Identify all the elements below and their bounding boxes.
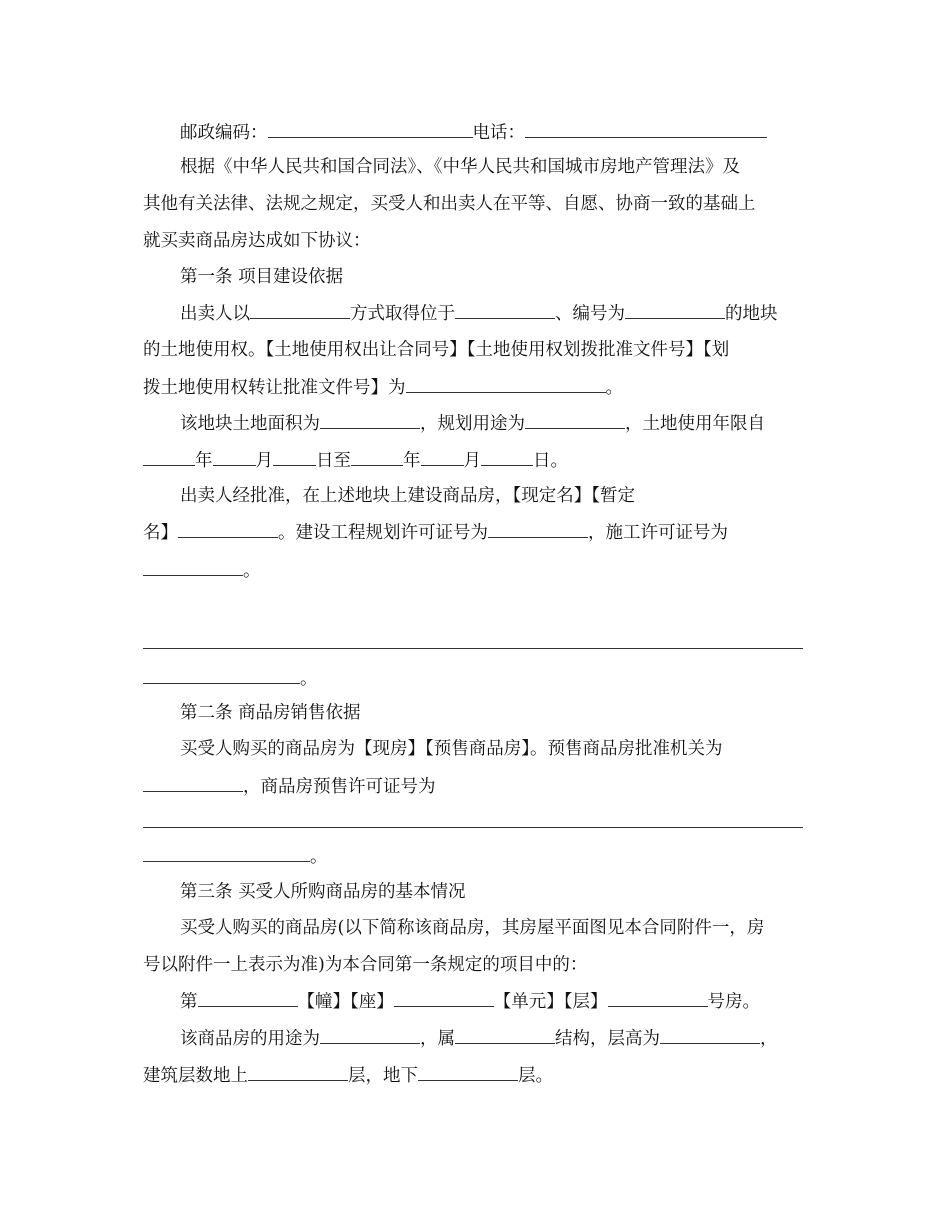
- fill-line: [143, 648, 803, 649]
- text: 拨土地使用权转让批准文件号】为: [143, 378, 406, 398]
- text: 号房。: [707, 992, 760, 1012]
- text: 的地块: [725, 304, 778, 324]
- article3-line2: 号以附件一上表示为准)为本合同第一条规定的项目中的：: [143, 955, 588, 975]
- text: 建筑层数地上: [143, 1066, 248, 1086]
- phone-blank: [525, 120, 767, 138]
- text: 年: [403, 451, 421, 471]
- article1-line1: [180, 301, 778, 326]
- text: 日至: [316, 451, 351, 471]
- text: 月: [255, 451, 273, 471]
- land-area-blank: [320, 411, 420, 429]
- fill-blank: [143, 666, 300, 684]
- preamble-line: 其他有关法律、法规之规定，买受人和出卖人在平等、自愿、协商一致的基础上: [143, 194, 756, 214]
- start-month-blank: [213, 448, 256, 466]
- article2-line1: 买受人购买的商品房为【现房】【预售商品房】。预售商品房批准机关为: [180, 739, 723, 759]
- article1-line5: [143, 448, 568, 473]
- article1-line9: [143, 666, 318, 691]
- start-day-blank: [273, 448, 316, 466]
- article3-line4: [180, 1026, 778, 1051]
- text: ，施工许可证号为: [588, 523, 728, 543]
- structure-blank: [455, 1026, 555, 1044]
- location-blank: [455, 301, 555, 319]
- land-permit-number-blank: [406, 375, 606, 393]
- planned-use-blank: [525, 411, 625, 429]
- article1-title: 第一条 项目建设依据: [180, 267, 344, 287]
- preamble-line: 就买卖商品房达成如下协议：: [143, 231, 371, 251]
- project-name-blank: [178, 520, 278, 538]
- building-blank: [198, 989, 298, 1007]
- contact-line: [180, 120, 767, 145]
- article3-line1: 买受人购买的商品房(以下简称该商品房，其房屋平面图见本合同附件一，房: [180, 918, 765, 938]
- construction-permit-blank: [143, 558, 243, 576]
- parcel-number-blank: [625, 301, 725, 319]
- text: 日。: [533, 451, 568, 471]
- phone-label: 电话：: [472, 123, 525, 143]
- article3-line5: [143, 1063, 553, 1088]
- end-month-blank: [421, 448, 464, 466]
- text: 。: [605, 378, 623, 398]
- floor-height-blank: [660, 1026, 760, 1044]
- text: ，: [760, 1029, 778, 1049]
- postal-code-label: 邮政编码：: [180, 123, 268, 143]
- article1-line7: [143, 520, 728, 545]
- text: 。: [243, 561, 261, 581]
- text: ，属: [420, 1029, 455, 1049]
- fill-line: [143, 827, 803, 828]
- text: 、编号为: [555, 304, 625, 324]
- floors-above-blank: [248, 1063, 348, 1081]
- article1-line3: [143, 375, 623, 400]
- preamble-line: 根据《中华人民共和国合同法》、《中华人民共和国城市房地产管理法》及: [180, 157, 740, 177]
- text: 层。: [518, 1066, 553, 1086]
- postal-code-blank: [268, 120, 473, 138]
- text: 。建设工程规划许可证号为: [278, 523, 488, 543]
- text: 。: [300, 669, 318, 689]
- article3-line3: [180, 989, 760, 1014]
- acquisition-method-blank: [250, 301, 350, 319]
- article1-line8: [143, 558, 261, 583]
- text: 层，地下: [348, 1066, 418, 1086]
- text: 【单元】【层】: [493, 992, 608, 1012]
- text: 出卖人以: [180, 304, 250, 324]
- text: ，规划用途为: [420, 414, 525, 434]
- text: 该商品房的用途为: [180, 1029, 320, 1049]
- planning-permit-blank: [488, 520, 588, 538]
- floors-below-blank: [418, 1063, 518, 1081]
- text: 方式取得位于: [350, 304, 455, 324]
- text: 【幢】【座】: [297, 992, 394, 1012]
- text: 。: [310, 847, 328, 867]
- approval-authority-blank: [143, 774, 243, 792]
- end-day-blank: [481, 448, 533, 466]
- article2-title: 第二条 商品房销售依据: [180, 703, 361, 723]
- presale-permit-blank: [143, 844, 310, 862]
- text: 月: [463, 451, 481, 471]
- text: 年: [195, 451, 213, 471]
- text: 该地块土地面积为: [180, 414, 320, 434]
- unit-blank: [394, 989, 494, 1007]
- text: 名】: [143, 523, 178, 543]
- article1-line2: 的土地使用权。【土地使用权出让合同号】【土地使用权划拨批准文件号】【划: [143, 340, 730, 360]
- usage-blank: [320, 1026, 420, 1044]
- article1-line4: [180, 411, 765, 436]
- article3-title: 第三条 买受人所购商品房的基本情况: [180, 882, 466, 902]
- text: ，土地使用年限自: [625, 414, 765, 434]
- text: 第: [180, 992, 198, 1012]
- text: ，商品房预售许可证号为: [243, 777, 436, 797]
- article2-line2: [143, 774, 436, 799]
- start-year-blank: [143, 448, 195, 466]
- article2-line3: [143, 844, 328, 869]
- text: 结构，层高为: [555, 1029, 660, 1049]
- article1-line6: 出卖人经批准，在上述地块上建设商品房，【现定名】【暂定: [180, 486, 635, 506]
- room-number-blank: [608, 989, 708, 1007]
- end-year-blank: [351, 448, 403, 466]
